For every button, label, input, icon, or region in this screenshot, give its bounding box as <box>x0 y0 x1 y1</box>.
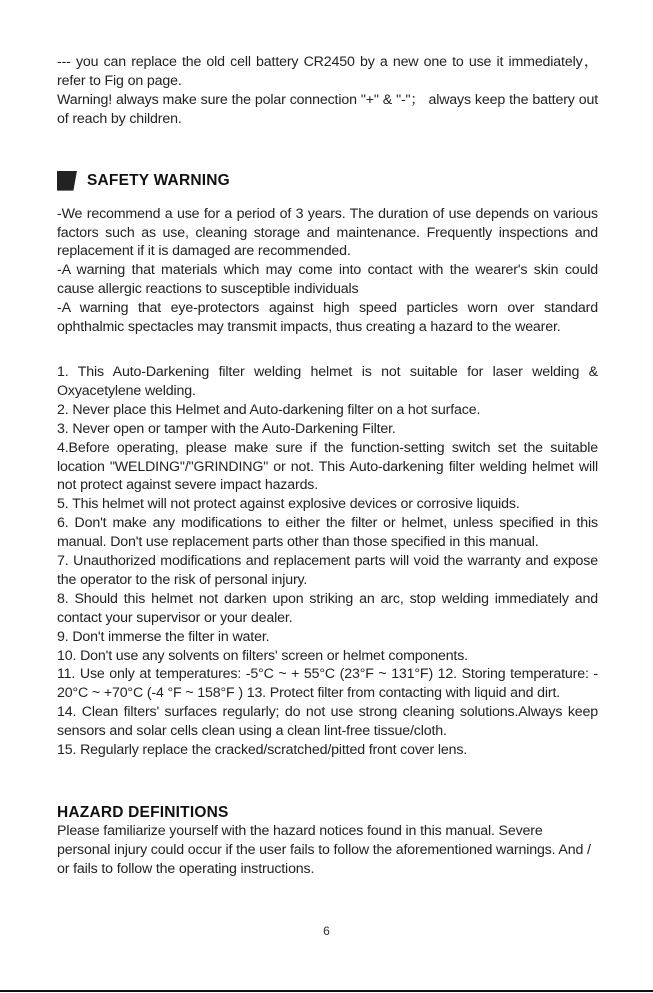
list-item: 5. This helmet will not protect against explosive devices or corrosive liquids. <box>57 496 520 513</box>
safety-item-duration: -We recommend a use for a period of 3 years. The duration of use depends on various factors such as use, cleaning storage and maintenance. Frequently inspections and replacement if it is damaged are recommended. <box>57 205 598 260</box>
bottom-divider <box>0 990 653 992</box>
battery-warning-text: Warning! always make sure the polar connection "+" & "-"； always keep the battery out of reach by children. <box>57 91 598 127</box>
page-number: 6 <box>323 924 330 938</box>
safety-item-eye-protectors: -A warning that eye-protectors against high speed particles worn over standard ophthalmic spectacles may transmit impacts, thus creating a hazard to the wearer. <box>57 300 598 336</box>
numbered-warnings-list <box>57 363 598 760</box>
manual-page <box>57 53 598 879</box>
list-item: 1. This Auto-Darkening filter welding helmet is not suitable for laser welding & Oxyacetylene welding. <box>57 363 598 399</box>
safety-warning-heading-row <box>57 171 598 191</box>
battery-replace-text: --- you can replace the old cell battery CR2450 by a new one to use it immediately， refer to Fig on page. <box>57 54 598 89</box>
warning-flag-icon <box>57 171 77 191</box>
list-item: 11. Use only at temperatures: -5°C ~ + 55°C (23°F ~ 131°F) 12. Storing temperature: - 20°C ~ +70°C (-4 °F ~ 158°F ) 13. Protect filter from contacting with liquid and dirt. <box>57 666 598 702</box>
list-item: 15. Regularly replace the cracked/scratched/pitted front cover lens. <box>57 742 468 759</box>
safety-warning-heading: SAFETY WARNING <box>87 171 230 189</box>
list-item: 3. Never open or tamper with the Auto-Darkening Filter. <box>57 420 396 437</box>
list-item: 10. Don't use any solvents on filters' screen or helmet components. <box>57 647 468 664</box>
list-item: 14. Clean filters' surfaces regularly; do not use strong cleaning solutions.Always keep sensors and solar cells clean using a clean lint-free tissue/cloth. <box>57 704 598 740</box>
safety-item-allergy: -A warning that materials which may come into contact with the wearer's skin could cause allergic reactions to susceptible individuals <box>57 262 598 298</box>
list-item: 4.Before operating, please make sure if the function-setting switch set the suitable location "WELDING"/"GRINDING" or not. This Auto-darkening filter welding helmet will not protect against severe impact hazards. <box>57 439 598 494</box>
hazard-definitions-heading: HAZARD DEFINITIONS <box>57 804 229 821</box>
list-item: 8. Should this helmet not darken upon striking an arc, stop welding immediately and contact your supervisor or your dealer. <box>57 590 598 626</box>
list-item: 7. Unauthorized modifications and replacement parts will void the warranty and expose the operator to the risk of personal injury. <box>57 553 598 588</box>
list-item: 9. Don't immerse the filter in water. <box>57 628 270 645</box>
list-item: 6. Don't make any modifications to either the filter or helmet, unless specified in this manual. Don't use replacement parts other than those specified in this manual. <box>57 515 598 551</box>
hazard-definitions-text: Please familiarize yourself with the hazard notices found in this manual. Severe personal injury could occur if the user fails to follow the aforementioned warnings. And / or fails to follow the operating instructions. <box>57 823 591 877</box>
list-item: 2. Never place this Helmet and Auto-darkening filter on a hot surface. <box>57 401 481 418</box>
